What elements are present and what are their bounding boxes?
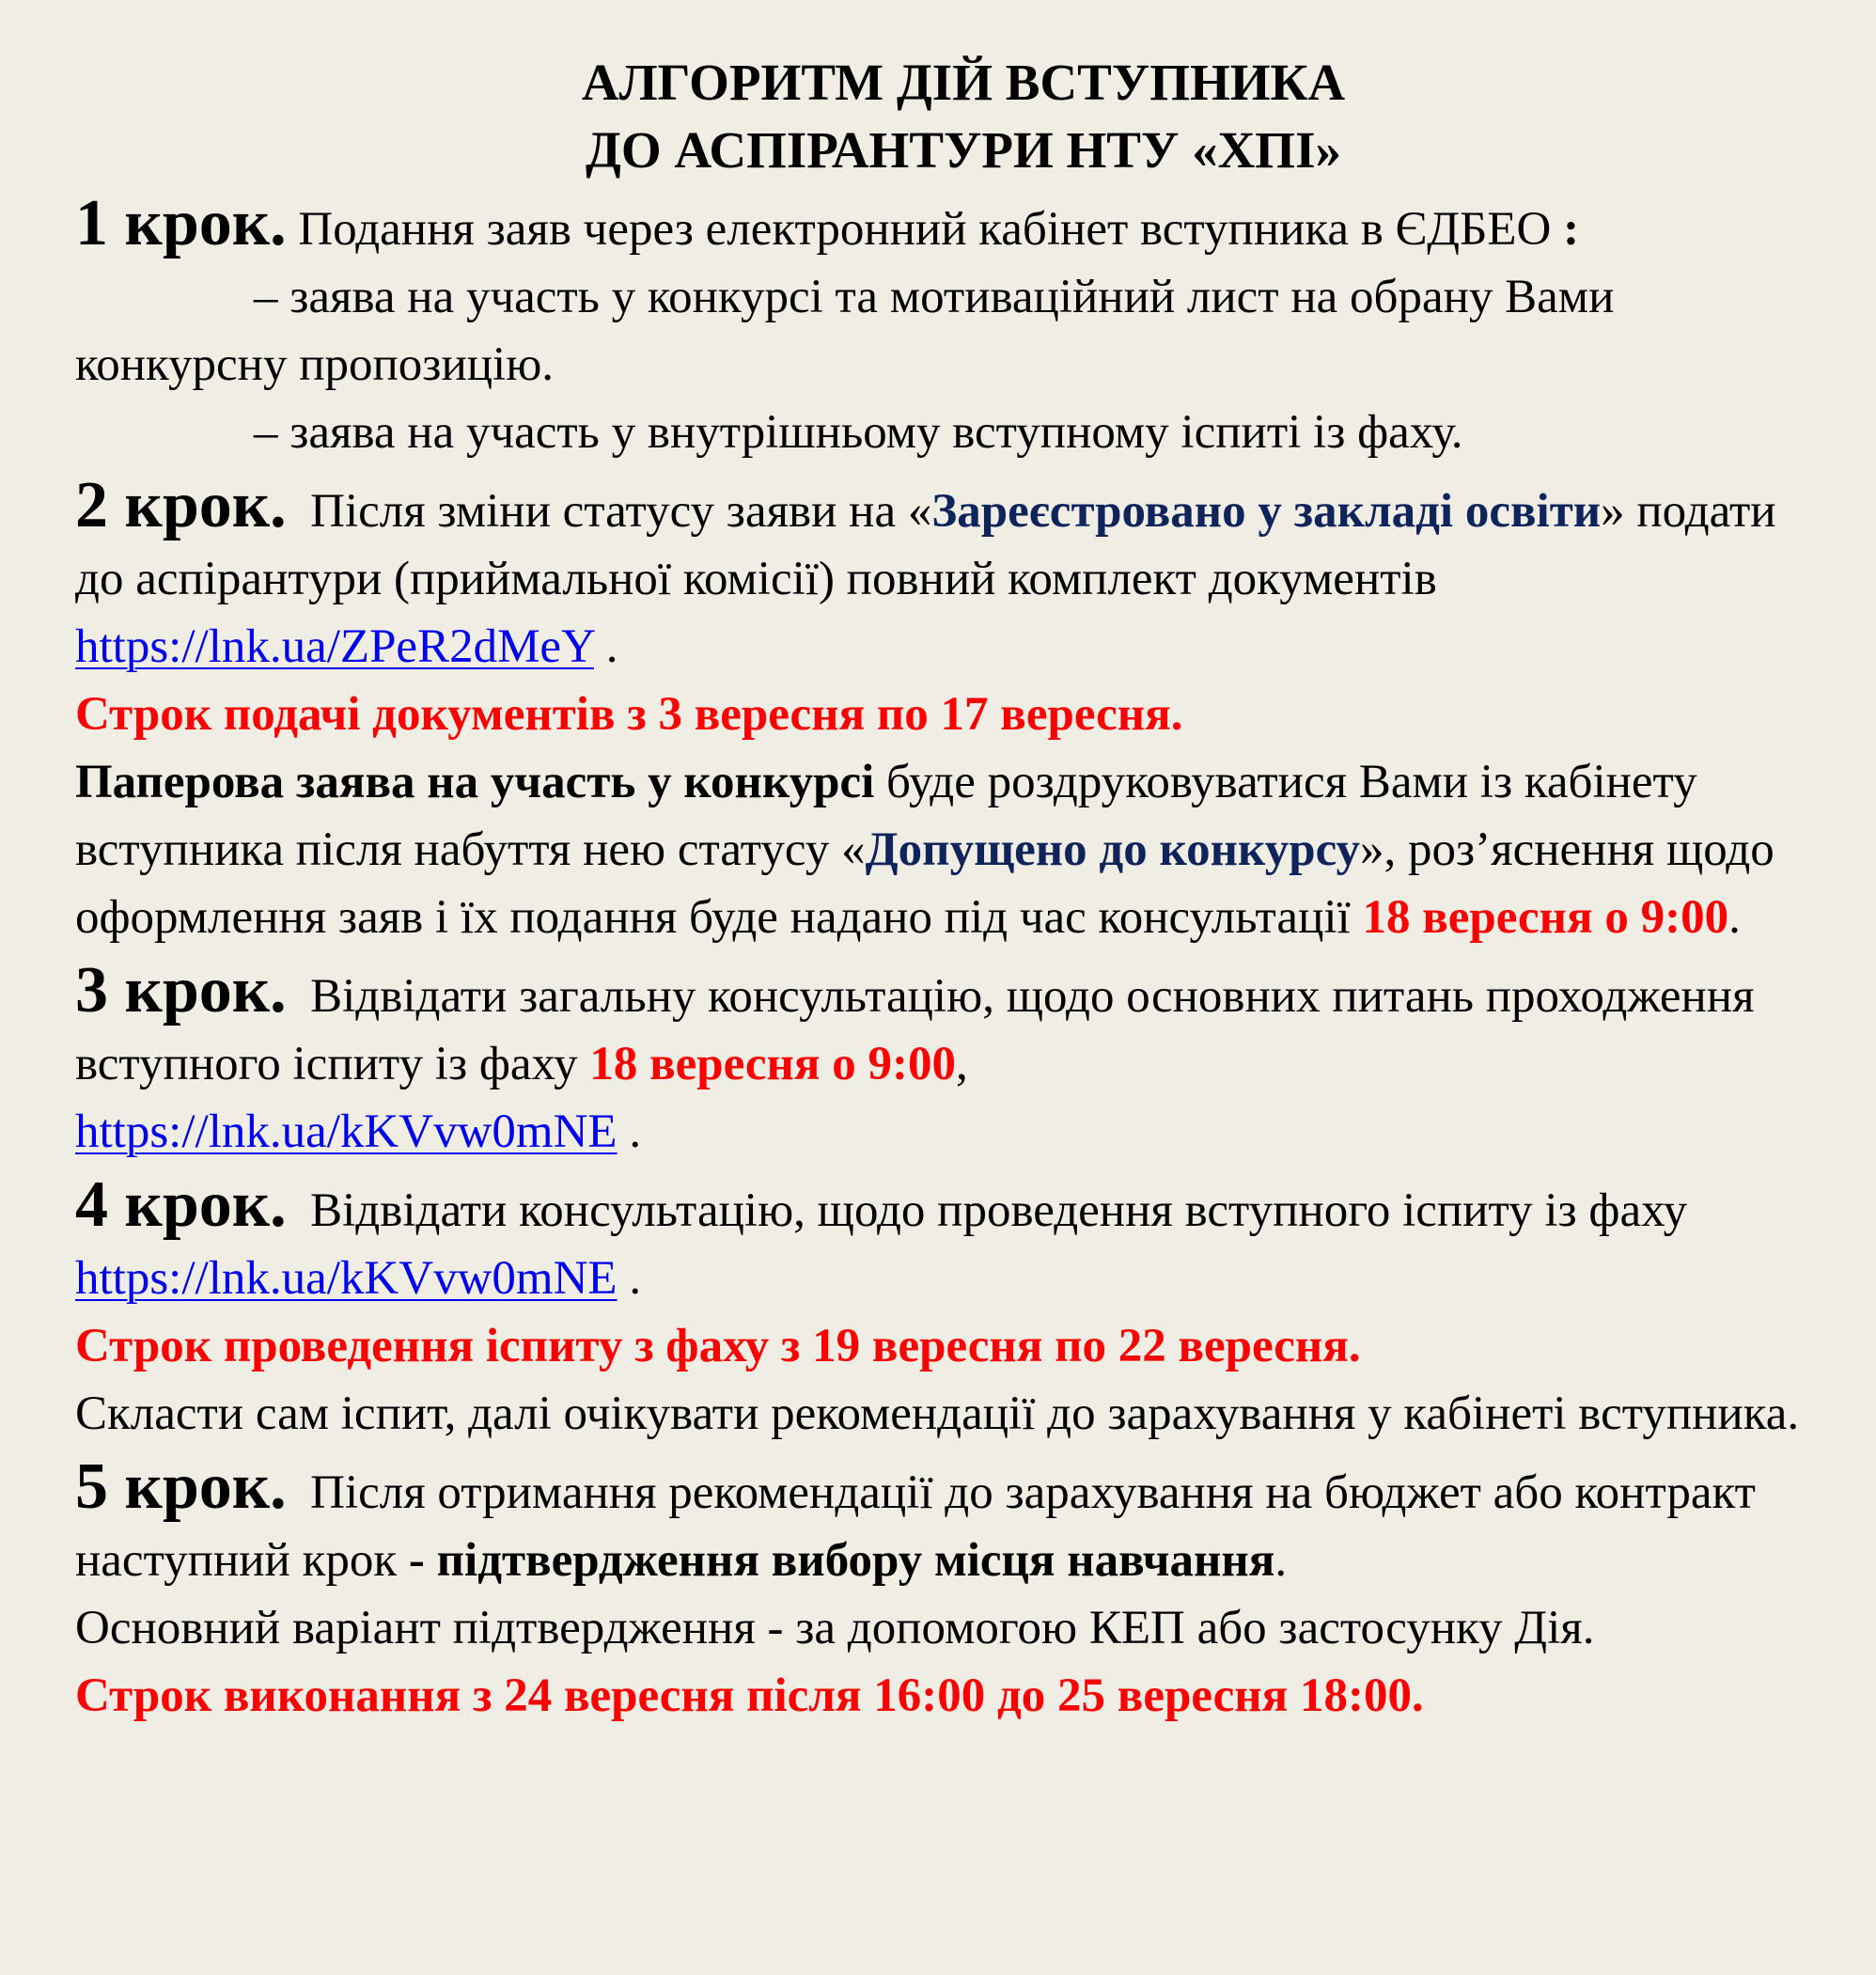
step-5-main-option: Основний варіант підтвердження - за допомогою КЕП або застосунку Дія.	[75, 1602, 1595, 1654]
step-2-documents-link[interactable]: https://lnk.ua/ZPeR2dMeY	[75, 620, 595, 673]
step-4	[75, 1168, 1833, 1448]
step-2-deadline: Строк подачі документів з 3 вересня по 17 вересня.	[75, 688, 1183, 741]
step-5-deadline: Строк виконання з 24 вересня після 16:00 до 25 вересня 18:00.	[75, 1669, 1424, 1722]
step-1-item-2: – заява на участь у внутрішньому вступному іспиті із фаху.	[254, 406, 1463, 459]
step-1-colon: :	[1563, 203, 1580, 256]
step-1	[75, 187, 1833, 466]
step-4-link-after: .	[617, 1252, 642, 1305]
step-3-comma: ,	[956, 1038, 968, 1090]
step-2-paper-text: буде роздруковуватися Вами із кабінету вступника після набуття нею статусу «	[75, 756, 1697, 876]
title-line-2: ДО АСПІРАНТУРИ НТУ «ХПІ»	[586, 121, 1341, 179]
step-5-paragraph	[75, 1450, 1833, 1594]
step-5-label: 5 крок.	[75, 1450, 287, 1523]
step-2-link-after: .	[594, 620, 618, 673]
step-3-consultation-link[interactable]: https://lnk.ua/kKVvw0mNE	[75, 1105, 618, 1158]
step-5-end: .	[1274, 1534, 1288, 1587]
step-1-item-1: – заява на участь у конкурсі та мотиваційний лист на обрану Вами конкурсну пропозицію.	[75, 271, 1615, 391]
step-2-paper-status: Допущено до конкурсу	[865, 823, 1361, 876]
step-1-heading	[75, 187, 1833, 263]
step-3-paragraph	[75, 954, 1833, 1166]
step-3-time: 18 вересня о 9:00	[589, 1038, 956, 1090]
step-2-paper-note	[75, 748, 1833, 951]
title-line-1: АЛГОРИТМ ДІЙ ВСТУПНИКА	[581, 54, 1346, 111]
document-title	[75, 49, 1833, 184]
step-2-end: .	[1728, 891, 1741, 944]
step-1-label: 1 крок.	[75, 187, 287, 259]
step-4-paragraph	[75, 1168, 1833, 1312]
step-3-link-after: .	[617, 1105, 642, 1158]
step-2	[75, 469, 1833, 951]
step-2-status: Зареєстровано у закладі освіти	[931, 485, 1602, 538]
step-5	[75, 1450, 1833, 1730]
step-2-consult-time: 18 вересня о 9:00	[1362, 891, 1729, 944]
step-4-deadline: Строк проведення іспиту з фаху з 19 вересня по 22 вересня.	[75, 1320, 1361, 1372]
step-5-bold: - підтвердження вибору місця навчання	[408, 1534, 1275, 1587]
step-4-consultation-link[interactable]: https://lnk.ua/kKVvw0mNE	[75, 1252, 618, 1305]
step-2-text-before: Після зміни статусу заяви на «	[310, 485, 932, 538]
document-page	[75, 49, 1833, 1730]
step-4-label: 4 крок.	[75, 1168, 287, 1241]
step-4-after: Скласти сам іспит, далі очікувати рекомендації до зарахування у кабінеті вступника.	[75, 1387, 1800, 1440]
step-2-paragraph	[75, 469, 1833, 681]
step-5-text: Після отримання рекомендації до зарахування на бюджет або контракт наступний крок	[75, 1466, 1756, 1587]
step-2-label: 2 крок.	[75, 469, 287, 541]
step-4-text: Відвідати консультацію, щодо проведення вступного іспиту із фаху	[310, 1184, 1688, 1237]
step-1-text: Подання заяв через електронний кабінет вступника в ЄДБЕО	[298, 203, 1552, 256]
step-2-paper-bold: Паперова заява на участь у конкурсі	[75, 756, 875, 808]
step-3-label: 3 крок.	[75, 954, 287, 1027]
step-2-paper-text-2: », роз’яснення щодо оформлення заяв і їх подання буде надано під час консультації	[75, 823, 1774, 944]
step-3-text: Відвідати загальну консультацію, щодо основних питань проходження вступного іспиту із фаху	[75, 970, 1755, 1090]
step-2-text-after: » подати до аспірантури (приймальної комісії) повний комплект документів	[75, 485, 1776, 605]
step-3	[75, 954, 1833, 1166]
